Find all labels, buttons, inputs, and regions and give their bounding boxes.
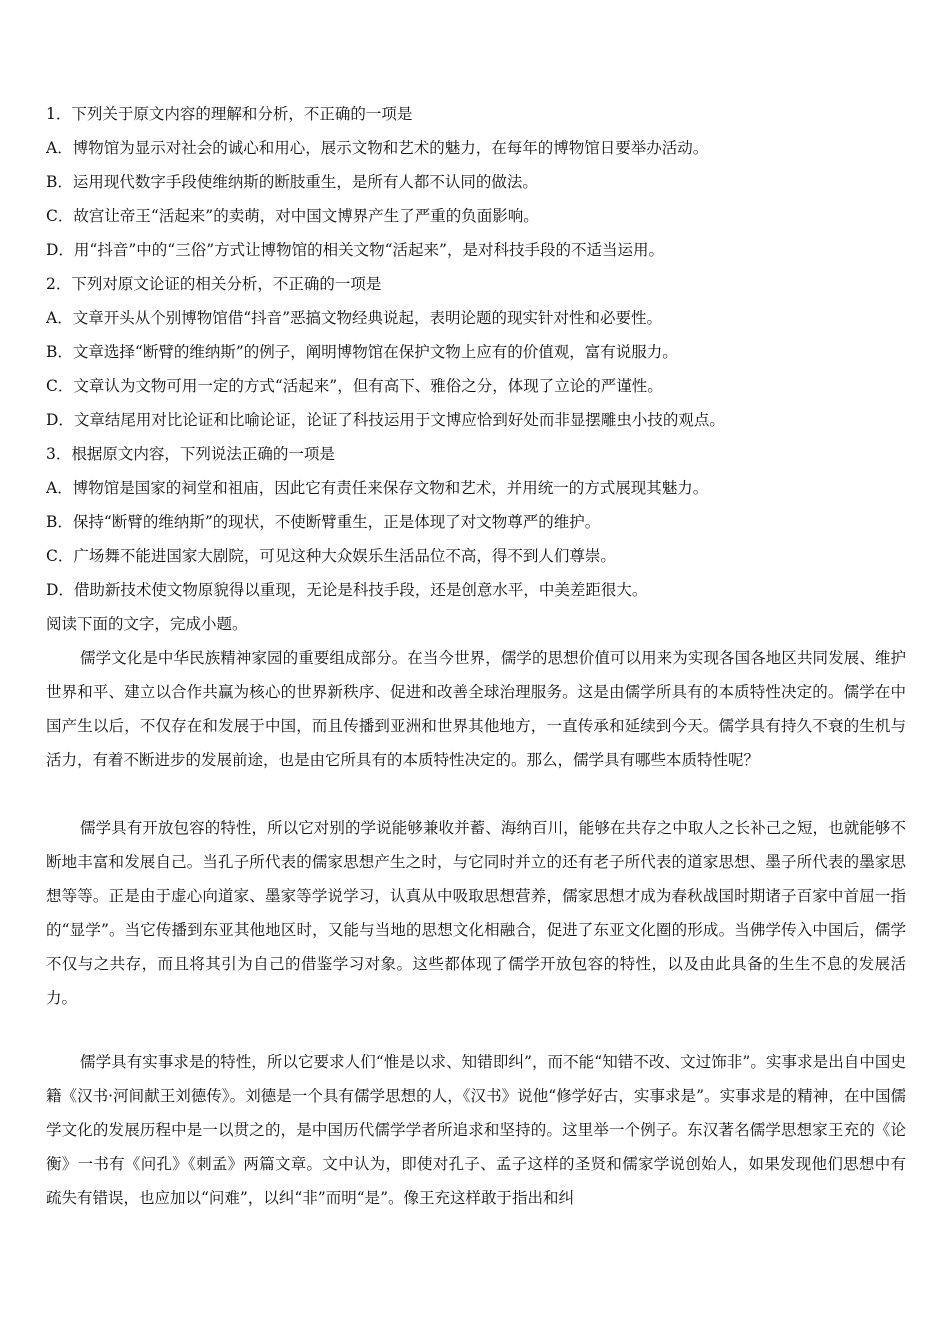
question-3-option-a: A．博物馆是国家的祠堂和祖庙，因此它有责任来保存文物和艺术，并用统一的方式展现其魅力。 (46, 479, 709, 497)
question-1-option-b: B．运用现代数字手段使维纳斯的断肢重生，是所有人都不认同的做法。 (46, 173, 538, 191)
question-3-option-c: C．广场舞不能进国家大剧院，可见这种大众娱乐生活品位不高，得不到人们尊崇。 (46, 547, 616, 565)
question-1-option-c: C．故宫让帝王“活起来”的卖萌，对中国文博界产生了严重的负面影响。 (46, 207, 539, 225)
question-1-option-a: A．博物馆为显示对社会的诚心和用心，展示文物和艺术的魅力，在每年的博物馆日要举办活动。 (46, 139, 709, 157)
question-2-option-a: A．文章开头从个别博物馆借“抖音”恶搞文物经典说起，表明论题的现实针对性和必要性。 (46, 309, 663, 327)
question-3-option-d: D．借助新技术使文物原貌得以重现，无论是科技手段，还是创意水平，中美差距很大。 (46, 581, 648, 599)
passage-paragraph-2: 儒学具有开放包容的特性，所以它对别的学说能够兼收并蓄、海纳百川，能够在共存之中取人之长补己之短，也就能够不断地丰富和发展自己。当孔子所代表的儒家思想产生之时，与它同时并立的还有老子所代表的道家思想、墨子所代表的墨家思想等等。正是由于虚心向道家、墨家等学说学习，认真从中吸取思想营养，儒家思想才成为春秋战国时期诸子百家中首屈一指的“显学”。当它传播到东亚其他地区时，又能与当地的思想文化相融合，促进了东亚文化圈的形成。当佛学传入中国后，儒学不仅与之共存，而且将其引为自己的借鉴学习对象。这些都体现了儒学开放包容的特性，以及由此具备的生生不息的发展活力。 (46, 819, 906, 1007)
question-2-option-c: C．文章认为文物可用一定的方式“活起来”，但有高下、雅俗之分，体现了立论的严谨性。 (46, 377, 663, 395)
reading-instruction: 阅读下面的文字，完成小题。 (46, 615, 248, 633)
question-1-stem: 1．下列关于原文内容的理解和分析，不正确的一项是 (46, 105, 413, 123)
question-2-stem: 2．下列对原文论证的相关分析，不正确的一项是 (46, 275, 382, 293)
question-2-option-d: D．文章结尾用对比论证和比喻论证，论证了科技运用于文博应恰到好处而非显摆雕虫小技的观点。 (46, 411, 725, 429)
passage-paragraph-3: 儒学具有实事求是的特性，所以它要求人们“惟是以求、知错即纠”，而不能“知错不改、文过饰非”。实事求是出自中国史籍《汉书·河间献王刘德传》。刘德是一个具有儒学思想的人，《汉书》说他“修学好古，实事求是”。实事求是的精神，在中国儒学文化的发展历程中是一以贯之的，是中国历代儒学学者所追求和坚持的。这里举一个例子。东汉著名儒学思想家王充的《论衡》一书有《问孔》《刺孟》两篇文章。文中认为，即使对孔子、孟子这样的圣贤和儒家学说创始人，如果发现他们思想中有疏失有错误，也应加以“问难”，以纠“非”而明“是”。像王充这样敢于指出和纠 (46, 1053, 906, 1207)
question-3-option-b: B．保持“断臂的维纳斯”的现状，不使断臂重生，正是体现了对文物尊严的维护。 (46, 513, 601, 531)
question-1-option-d: D．用“抖音”中的“三俗”方式让博物馆的相关文物“活起来”，是对科技手段的不适当运用。 (46, 241, 664, 259)
question-2-option-b: B．文章选择“断臂的维纳斯”的例子，阐明博物馆在保护文物上应有的价值观，富有说服力。 (46, 343, 678, 361)
question-3-stem: 3．根据原文内容，下列说法正确的一项是 (46, 445, 335, 463)
passage-paragraph-1: 儒学文化是中华民族精神家园的重要组成部分。在当今世界，儒学的思想价值可以用来为实现各国各地区共同发展、维护世界和平、建立以合作共赢为核心的世界新秩序、促进和改善全球治理服务。这是由儒学所具有的本质特性决定的。儒学在中国产生以后，不仅存在和发展于中国，而且传播到亚洲和世界其他地方，一直传承和延续到今天。儒学具有持久不衰的生机与活力，有着不断进步的发展前途，也是由它所具有的本质特性决定的。那么，儒学具有哪些本质特性呢？ (46, 649, 906, 769)
